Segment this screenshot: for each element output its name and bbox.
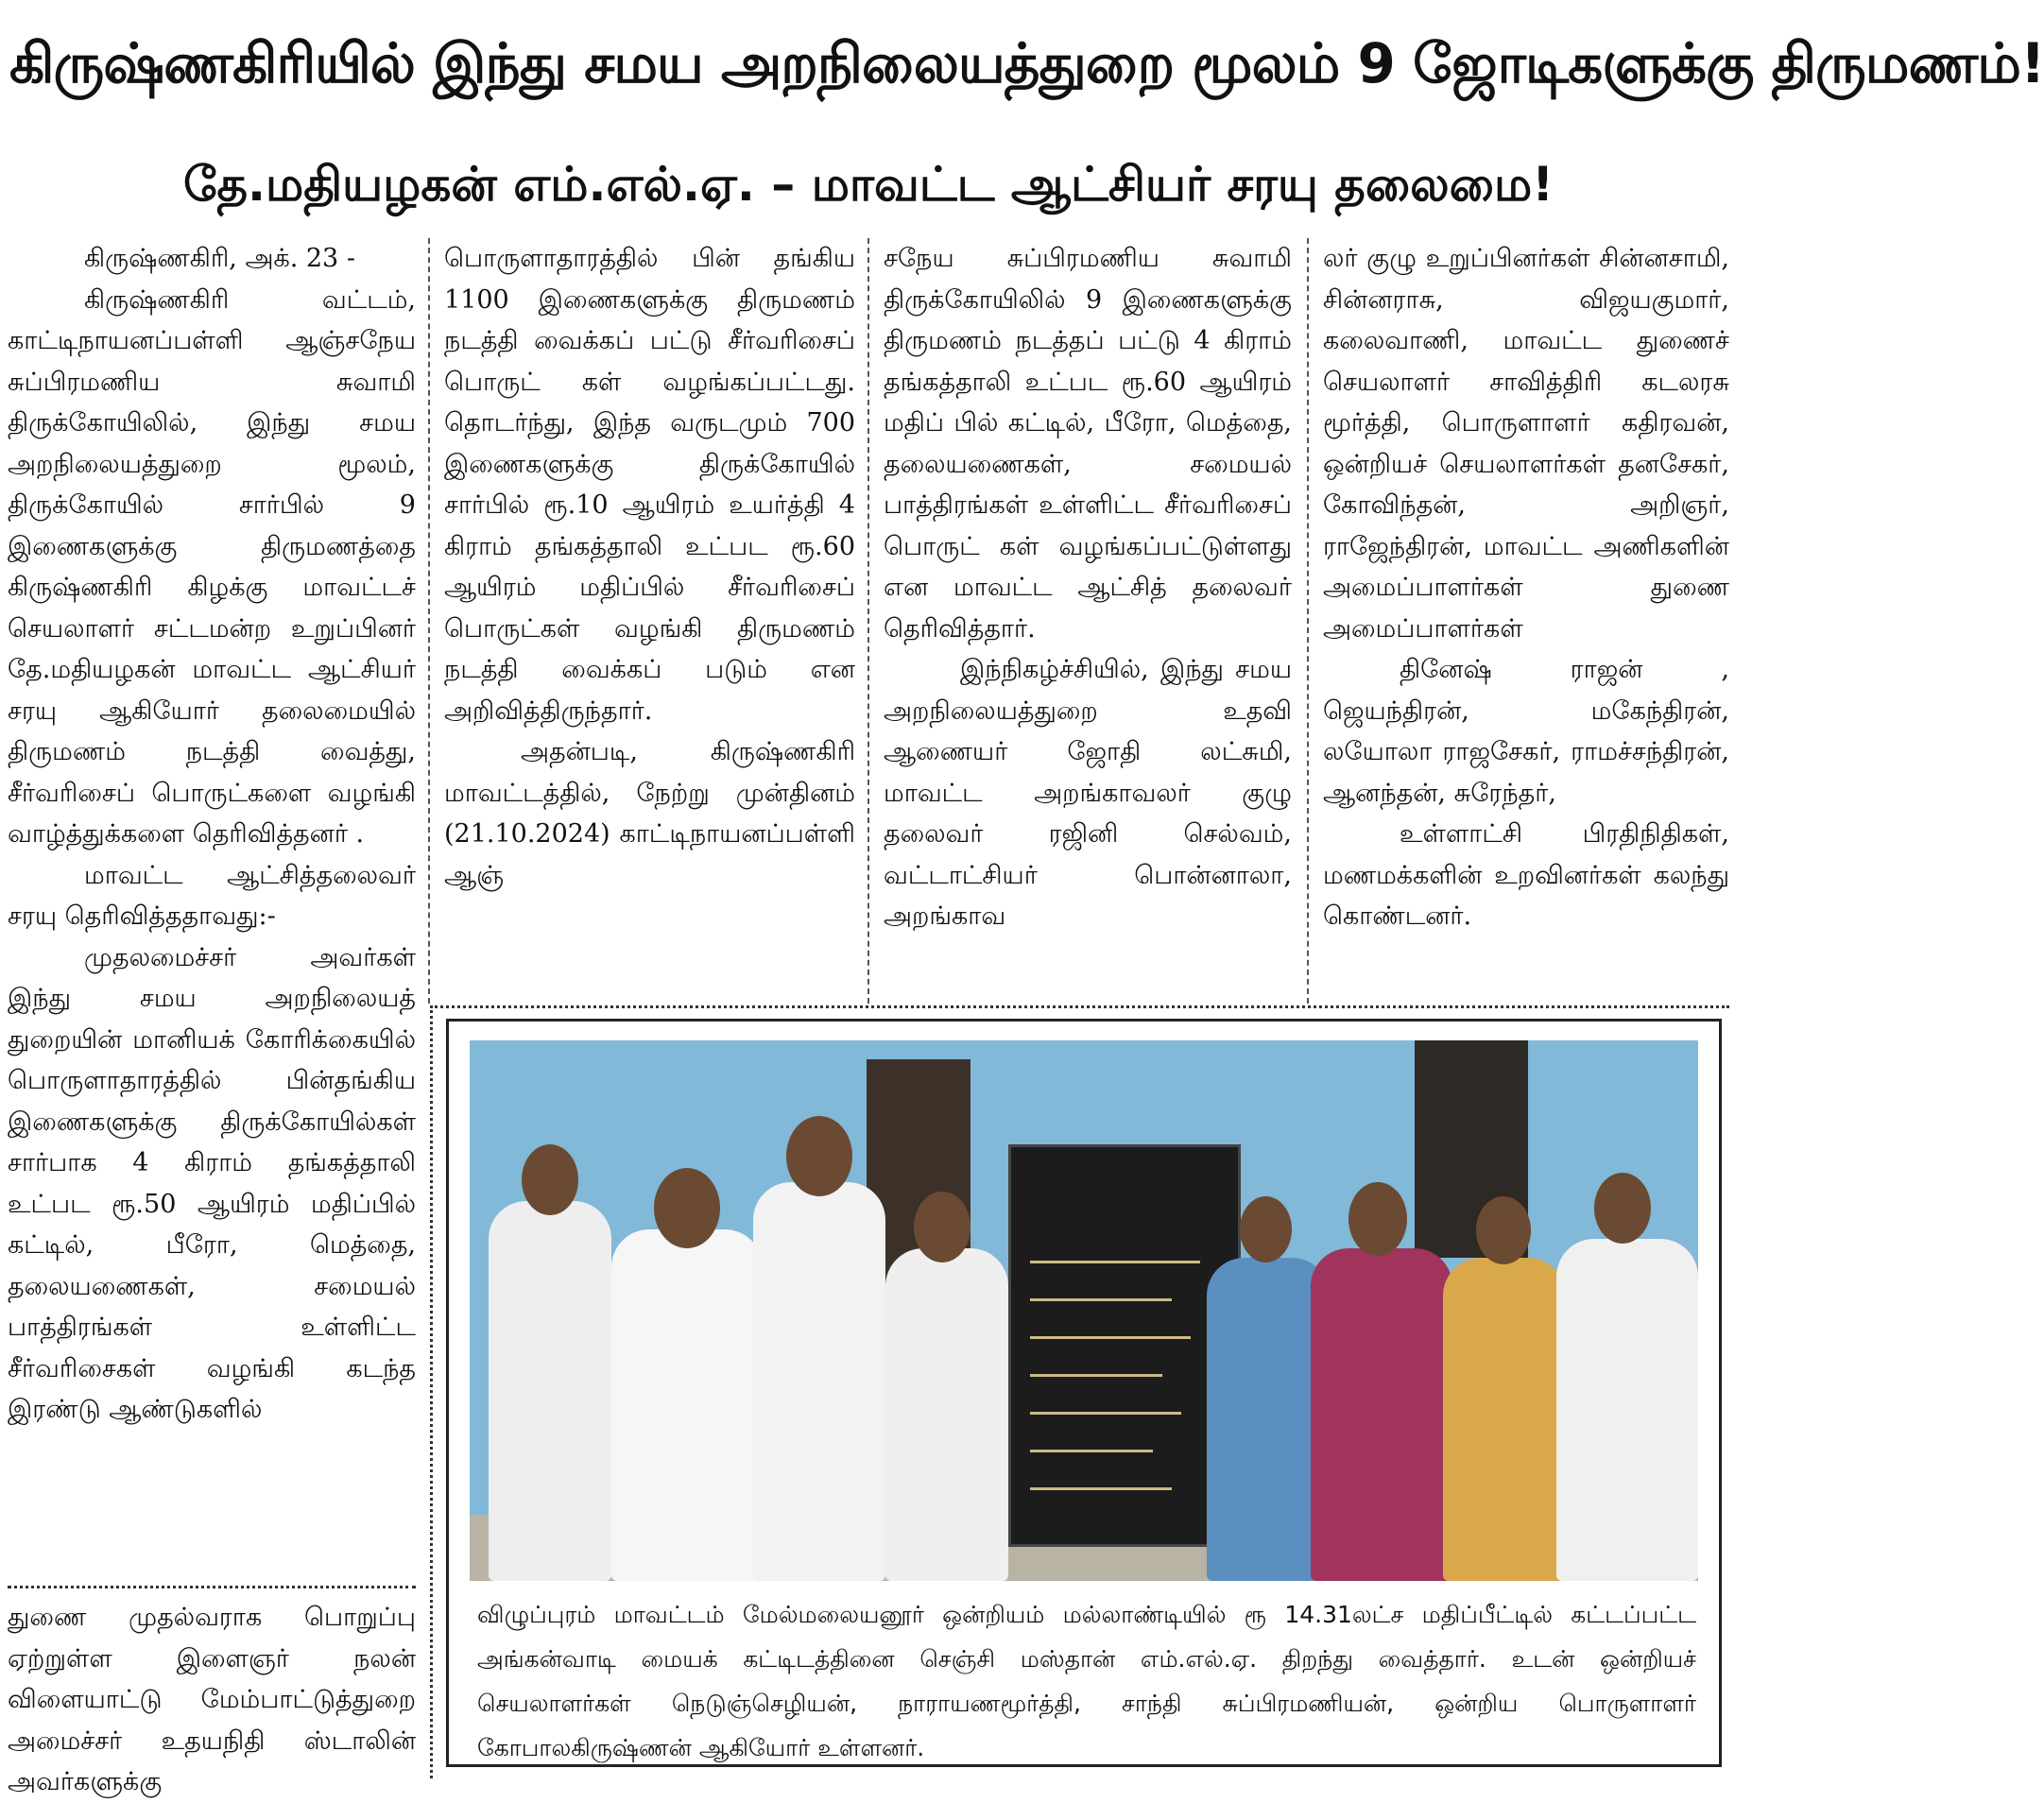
article-paragraph: இந்நிகழ்ச்சியில், இந்து சமய அறநிலையத்துறை உதவி ஆணையர் ஜோதி லட்சுமி, மாவட்ட அறங்காவலர் குழு தலைவர் ரஜினி செல்வம், வட்டாட்சியர் பொன்னாலா, அறங்காவ (884, 655, 1292, 931)
subheadline: தே.மதியழகன் எம்.எல்.ஏ. – மாவட்ட ஆட்சியர் சரயு தலைமை! (182, 157, 1554, 212)
article-column-1 (8, 238, 416, 1431)
article-paragraph: பொருளாதாரத்தில் பின் தங்கிய 1100 இணைகளுக்கு திருமணம் நடத்தி வைக்கப் பட்டு சீர்வரிசைப் பொருட் கள் வழங்கப்பட்டது. தொடர்ந்து, இந்த வருடமும் 700 இணைகளுக்கு திருக்கோயில் சார்பில் ரூ.10 ஆயிரம் உயர்த்தி 4 கிராம் தங்கத்தாலி உட்பட ரூ.60 ஆயிரம் மதிப்பில் சீர்வரிசைப் பொருட்கள் வழங்கி திருமணம் நடத்தி வைக்கப் படும் என அறிவித்திருந்தார். (444, 244, 855, 726)
article-column-3 (884, 238, 1292, 937)
column-divider (867, 238, 869, 1004)
photo-caption: விழுப்புரம் மாவட்டம் மேல்மலையனூர் ஒன்றியம் மல்லாண்டியில் ரூ 14.31லட்ச மதிப்பீட்டில் கட்டப்பட்ட அங்கன்வாடி மையக் கட்டிடத்தினை செஞ்சி மஸ்தான் எம்.எல்.ஏ. திறந்து வைத்தார். உடன் ஒன்றியச் செயலாளர்கள் நெடுஞ்செழியன், நாராயணமூர்த்தி, சாந்தி சுப்பிரமணியன், ஒன்றிய பொருளாளர் கோபாலகிருஷ்ணன் ஆகியோர் உள்ளனர். (477, 1601, 1696, 1761)
person (885, 1248, 1008, 1581)
news-photo (470, 1040, 1698, 1581)
column-divider (8, 1586, 416, 1588)
article-column-1-continued (8, 1597, 416, 1796)
person (1556, 1239, 1698, 1581)
dateline: கிருஷ்ணகிரி, அக். 23 - (84, 244, 355, 273)
article-paragraph: முதலமைச்சர் அவர்கள் இந்து சமய அறநிலையத் துறையின் மானியக் கோரிக்கையில் பொருளாதாரத்தில் பின்தங்கிய இணைகளுக்கு திருக்கோயில்கள் சார்பாக 4 கிராம் தங்கத்தாலி உட்பட ரூ.50 ஆயிரம் மதிப்பில் கட்டில், பீரோ, மெத்தை, தலையணைகள், சமையல் பாத்திரங்கள் உள்ளிட்ட சீர்வரிசைகள் வழங்கி கடந்த இரண்டு ஆண்டுகளில் (8, 942, 416, 1424)
article-column-2 (444, 238, 855, 896)
article-paragraph: மாவட்ட ஆட்சித்தலைவர் சரயு தெரிவித்ததாவது:- (8, 860, 416, 931)
section-divider (430, 1005, 433, 1778)
article-paragraph: துணை முதல்வராக பொறுப்பு ஏற்றுள்ள இளைஞர் நலன் விளையாட்டு மேம்பாட்டுத்துறை அமைச்சர் உதயநிதி ஸ்டாலின் அவர்களுக்கு (8, 1603, 416, 1796)
section-divider (430, 1005, 1729, 1008)
article-paragraph: அதன்படி, கிருஷ்ணகிரி மாவட்டத்தில், நேற்று முன்தினம் (21.10.2024) காட்டிநாயனப்பள்ளி ஆஞ் (444, 737, 855, 890)
person (753, 1182, 885, 1581)
article-paragraph: லர் குழு உறுப்பினர்கள் சின்னசாமி, சின்னராசு, விஜயகுமார், கலைவாணி, மாவட்ட துணைச் செயலாளர் சாவித்திரி கடலரசு மூர்த்தி, பொருளாளர் கதிரவன், ஒன்றியச் செயலாளர்கள் தனசேகர், கோவிந்தன், அறிஞர், ராஜேந்திரன், மாவட்ட அணிகளின் அமைப்பாளர்கள் துணை அமைப்பாளர்கள் (1323, 244, 1729, 644)
person (1311, 1248, 1452, 1581)
photo-box (446, 1019, 1722, 1767)
column-divider (1307, 238, 1309, 1004)
article-paragraph: உள்ளாட்சி பிரதிநிதிகள், மணமக்களின் உறவினர்கள் கலந்து கொண்டனர். (1323, 819, 1729, 931)
article-paragraph: சநேய சுப்பிரமணிய சுவாமி திருக்கோயிலில் 9 இணைகளுக்கு திருமணம் நடத்தப் பட்டு 4 கிராம் தங்கத்தாலி உட்பட ரூ.60 ஆயிரம் மதிப் பில் கட்டில், பீரோ, மெத்தை, தலையணைகள், சமையல் பாத்திரங்கள் உள்ளிட்ட சீர்வரிசைப் பொருட் கள் வழங்கப்பட்டுள்ளது என மாவட்ட ஆட்சித் தலைவர் தெரிவித்தார். (884, 244, 1292, 644)
article-paragraph: கிருஷ்ணகிரி வட்டம், காட்டிநாயனப்பள்ளி ஆஞ்சநேய சுப்பிரமணிய சுவாமி திருக்கோயிலில், இந்து சமய அறநிலையத்துறை மூலம், திருக்கோயில் சார்பில் 9 இணைகளுக்கு திருமணத்தை கிருஷ்ணகிரி கிழக்கு மாவட்டச் செயலாளர் சட்டமன்ற உறுப்பினர் தே.மதியழகன் மாவட்ட ஆட்சியர் சரயு ஆகியோர் தலைமையில் திருமணம் நடத்தி வைத்து, சீர்வரிசைப் பொருட்களை வழங்கி வாழ்த்துக்களை தெரிவித்தனர் . (8, 284, 416, 849)
article-column-4 (1323, 238, 1729, 937)
article-paragraph: தினேஷ் ராஜன் , ஜெயந்திரன், மகேந்திரன், லயோலா ராஜசேகர், ராமச்சந்திரன், ஆனந்தன், சுரேந்தர், (1323, 655, 1729, 808)
headline: கிருஷ்ணகிரியில் இந்து சமய அறநிலையத்துறை மூலம் 9 ஜோடிகளுக்கு திருமணம்! (9, 31, 2044, 95)
column-divider (428, 238, 430, 1004)
person (489, 1201, 611, 1581)
person (1443, 1258, 1566, 1581)
person (611, 1229, 763, 1581)
